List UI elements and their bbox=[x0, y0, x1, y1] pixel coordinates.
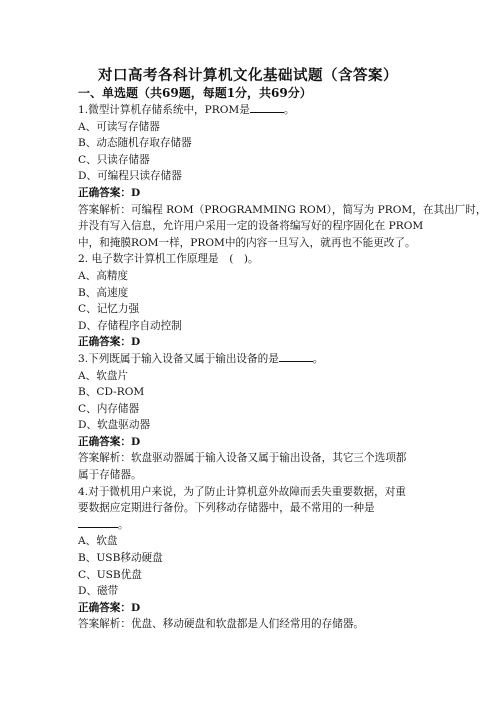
question-1-explanation: 答案解析：可编程 ROM（PROGRAMMING ROM），简写为 PROM，在其出厂时， bbox=[78, 203, 487, 216]
question-3-option-d: D、软盘驱动器 bbox=[78, 419, 151, 432]
question-2-option-a: A、高精度 bbox=[78, 269, 129, 282]
question-2-option-d: D、存储程序自动控制 bbox=[78, 319, 182, 332]
question-1-answer: 正确答案：D bbox=[78, 186, 141, 199]
question-3-option-c: C、内存储器 bbox=[78, 402, 140, 415]
question-2-option-b: B、高速度 bbox=[78, 286, 129, 299]
question-3-explanation: 答案解析：软盘驱动器属于输入设备又属于输出设备，其它三个选项都 bbox=[78, 452, 407, 465]
question-3-stem: 3.下列既属于输入设备又属于输出设备的是 。 bbox=[78, 352, 324, 365]
answer-blank bbox=[78, 517, 118, 528]
question-1-stem: 1.微型计算机存储系统中，PROM是 。 bbox=[78, 104, 295, 116]
question-list bbox=[78, 102, 487, 633]
question-1-option-c: C、只读存储器 bbox=[78, 153, 150, 166]
question-4-option-a: A、软盘 bbox=[78, 535, 118, 548]
question-3-answer: 正确答案：D bbox=[78, 435, 141, 448]
answer-blank bbox=[250, 102, 284, 113]
question-1-explanation: 并没有写入信息，允许用户采用一定的设备将编写好的程序固化在 PROM bbox=[78, 220, 424, 233]
question-2-option-c: C、记忆力强 bbox=[78, 303, 140, 316]
question-4-explanation: 答案解析：优盘、移动硬盘和软盘都是人们经常用的存储器。 bbox=[78, 618, 365, 631]
question-1-option-b: B、动态随机存取存储器 bbox=[78, 137, 192, 150]
question-3-explanation: 属于存储器。 bbox=[78, 469, 142, 482]
answer-blank bbox=[279, 351, 313, 362]
question-4-stem: 。 bbox=[78, 517, 442, 534]
question-4-option-c: C、USB优盘 bbox=[78, 568, 142, 581]
question-3-option-a: A、软盘片 bbox=[78, 369, 129, 382]
question-4-answer: 正确答案：D bbox=[78, 601, 141, 614]
question-2-answer: 正确答案：D bbox=[78, 336, 141, 349]
question-4-option-b: B、USB移动硬盘 bbox=[78, 552, 163, 565]
question-1-explanation: 中，和掩膜ROM一样，PROM中的内容一旦写入，就再也不能更改了。 bbox=[78, 236, 416, 249]
section-heading: 一、单选题（共69题，每题1分，共69分） bbox=[78, 86, 312, 100]
document-title: 对口高考各科计算机文化基础试题（含答案） bbox=[98, 67, 398, 84]
question-4-stem: 要数据应定期进行备份。下列移动存储器中，最不常用的一种是 bbox=[78, 502, 375, 515]
question-4-option-d: D、磁带 bbox=[78, 585, 119, 598]
question-1-option-a: A、可读写存储器 bbox=[78, 120, 160, 133]
question-3-option-b: B、CD-ROM bbox=[78, 386, 145, 399]
question-4-stem: 4.对于微机用户来说，为了防止计算机意外故障而丢失重要数据，对重 bbox=[78, 485, 406, 498]
question-1-option-d: D、可编程只读存储器 bbox=[78, 170, 182, 183]
question-2-stem: 2. 电子数字计算机工作原理是 ( )。 bbox=[78, 253, 259, 266]
